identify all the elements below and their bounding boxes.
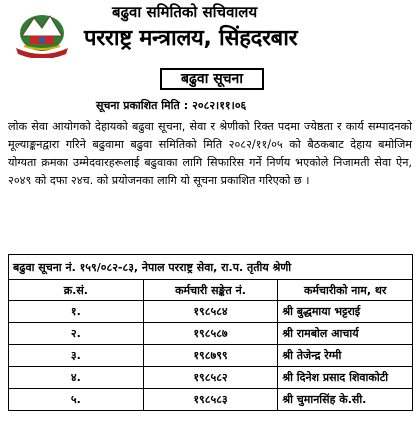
header-name: कर्मचारीको नाम, थर (278, 280, 413, 301)
table-row (9, 301, 413, 323)
table-reference-row (9, 255, 413, 280)
nepal-emblem-icon (12, 6, 72, 58)
publication-label: सूचना प्रकाशित मिति (96, 99, 180, 112)
notice-title: बढुवा सूचना (160, 68, 264, 90)
header-sn: क्र.सं. (9, 280, 144, 301)
row-code: १९८५८२ (143, 367, 278, 389)
row-code: १९८५८३ (143, 389, 278, 411)
row-code: १९८५८७ (143, 323, 278, 345)
ministry-name: परराष्ट्र मन्त्रालय, सिंहदरबार (84, 26, 298, 51)
header-code: कर्मचारी सङ्केत नं. (143, 280, 278, 301)
row-name: श्री तेजेन्द्र रेग्मी (278, 345, 413, 367)
row-code: १९८५८४ (143, 301, 278, 323)
row-sn: ५. (9, 389, 144, 411)
publication-date-line (96, 98, 246, 113)
row-name: श्री दिनेश प्रसाद शिवाकोटी (278, 367, 413, 389)
table-row (9, 389, 413, 411)
notice-body: लोक सेवा आयोगको देहायको बढुवा सूचना, सेवा र श्रेणीको रिक्त पदमा ज्येष्ठता र कार्य सम्पादनको मूल्याङ्कनद्वारा गरिने बढुवामा बढुवा समितिको मिति २०८२/११/०५ को बैठकबाट देहाय बमोजिम योग्यता क्रमका उम्मेदवारहरूलाई बढुवाका लागि सिफारिस गर्ने निर्णय भएकोले निजामती सेवा ऐन, २०४९ को दफा २४च. को प्रयोजनका लागि यो सूचना प्रकाशित गरिएको छ । (8, 120, 412, 187)
table-row (9, 345, 413, 367)
row-sn: ३. (9, 345, 144, 367)
office-name: बढुवा समितिको सचिवालय (112, 3, 258, 21)
publication-date: २०८२।११।०६ (192, 99, 247, 112)
table-row (9, 323, 413, 345)
row-sn: ४. (9, 367, 144, 389)
promotion-table-wrapper (8, 254, 413, 411)
colon-separator: : (183, 99, 189, 112)
row-sn: २. (9, 323, 144, 345)
row-code: १९८७९९ (143, 345, 278, 367)
table-header-row (9, 280, 413, 301)
table-row (9, 367, 413, 389)
table-reference: बढुवा सूचना नं. १५९/०८२-८३, नेपाल परराष्ट्र सेवा, रा.प. तृतीय श्रेणी (9, 255, 413, 280)
row-name: श्री बुद्धमाया भट्टराई (278, 301, 413, 323)
promotion-table (8, 254, 413, 411)
letterhead (0, 0, 420, 66)
row-sn: १. (9, 301, 144, 323)
row-name: श्री रामबोल आचार्य (278, 323, 413, 345)
row-name: श्री चुमानसिंह के.सी. (278, 389, 413, 411)
